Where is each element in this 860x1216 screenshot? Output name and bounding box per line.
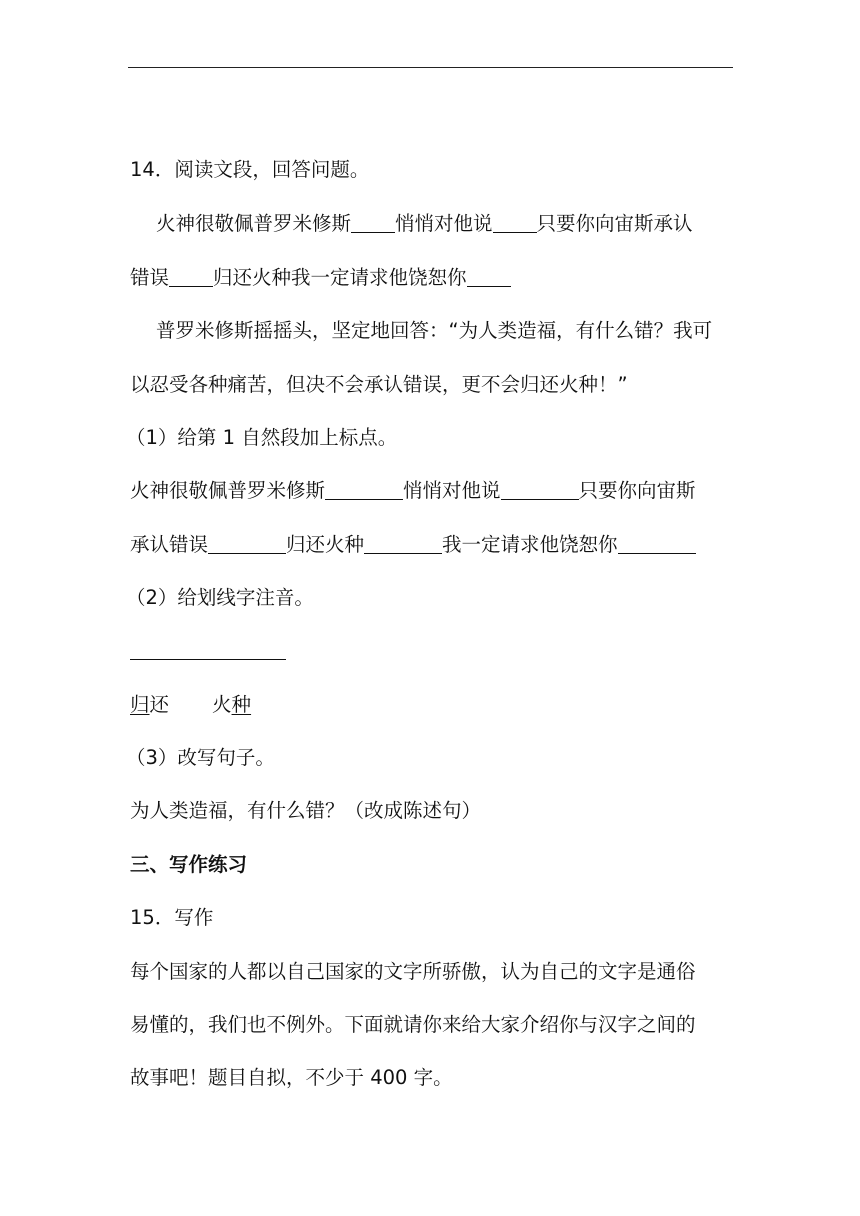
- char: 火: [212, 693, 232, 716]
- underlined-char: 归: [130, 693, 150, 716]
- q14-sub2-words: [130, 691, 251, 719]
- q15-line3: 故事吧！题目自拟，不少于 400 字。: [130, 1066, 453, 1089]
- text: 火神很敬佩普罗米修斯: [156, 212, 352, 235]
- q14-sub3-label: （3）改写句子。: [126, 746, 275, 769]
- text: 归还火种: [286, 533, 365, 556]
- blank[interactable]: [169, 266, 213, 287]
- blank[interactable]: [493, 212, 537, 233]
- text: 悄悄对他说: [403, 479, 501, 502]
- underlined-char: 种: [231, 693, 252, 716]
- text: 只要你向宙斯: [578, 479, 696, 502]
- char: 还: [149, 693, 170, 716]
- text: 错误: [130, 266, 170, 289]
- q14-para2-line1: 普罗米修斯摇摇头，坚定地回答：“为人类造福，有什么错？我可: [156, 319, 713, 342]
- q14-sub1-label: （1）给第 1 自然段加上标点。: [126, 426, 398, 449]
- section3-title: 三、写作练习: [130, 853, 248, 876]
- blank[interactable]: [325, 479, 403, 500]
- pinyin-blank[interactable]: [208, 639, 286, 660]
- blank[interactable]: [208, 533, 286, 554]
- q14-heading: 14．阅读文段，回答问题。: [130, 158, 370, 181]
- text: 承认错误: [130, 533, 209, 556]
- q14-sub2-blanks: [130, 637, 286, 665]
- text: 悄悄对他说: [395, 212, 493, 235]
- q14-para2-line2: 以忍受各种痛苦，但决不会承认错误，更不会归还火种！”: [130, 373, 628, 396]
- pinyin-blank[interactable]: [130, 639, 208, 660]
- text: 我一定请求他饶恕你: [442, 533, 618, 556]
- blank[interactable]: [618, 533, 696, 554]
- blank[interactable]: [351, 212, 395, 233]
- word-huozhong: [212, 693, 251, 716]
- text: 只要你向宙斯承认: [536, 212, 693, 235]
- text: 归还火种我一定请求他饶恕你: [213, 266, 467, 289]
- header-rule: [128, 67, 733, 68]
- q14-para1-line2: [130, 264, 511, 292]
- blank[interactable]: [467, 266, 511, 287]
- q14-sub3-sentence: 为人类造福，有什么错？（改成陈述句）: [130, 799, 482, 822]
- q14-sub1-line2: [130, 531, 696, 559]
- blank[interactable]: [501, 479, 579, 500]
- q14-sub2-label: （2）给划线字注音。: [126, 586, 314, 609]
- q15-heading: 15．写作: [130, 906, 214, 929]
- q14-sub1-line1: [130, 477, 696, 505]
- word-guihuan: [130, 693, 169, 716]
- q15-line2: 易懂的，我们也不例外。下面就请你来给大家介绍你与汉字之间的: [130, 1013, 696, 1036]
- q14-para1-line1: [156, 210, 693, 238]
- text: 火神很敬佩普罗米修斯: [130, 479, 326, 502]
- q15-line1: 每个国家的人都以自己国家的文字所骄傲，认为自己的文字是通俗: [130, 960, 696, 983]
- blank[interactable]: [364, 533, 442, 554]
